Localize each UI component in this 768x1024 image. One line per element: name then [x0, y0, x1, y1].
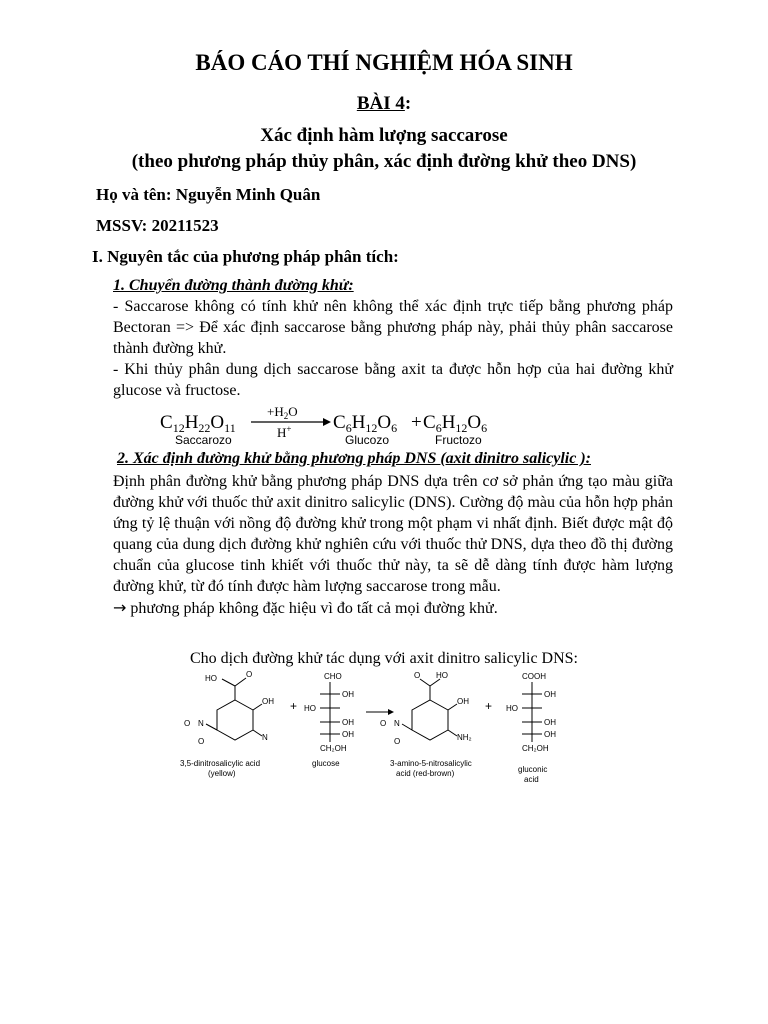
product-1-formula: $C_6H_{12}O_6$: [333, 412, 398, 435]
report-title: BÁO CÁO THÍ NGHIỆM HÓA SINH: [195, 50, 573, 75]
gluconic-ch2oh: CH₂OH: [522, 744, 549, 753]
paragraph: Định phân đường khử bằng phương pháp DNS dựa trên cơ sở phản ứng tạo màu giữa đường khử với thuốc thử axit dinitro salicylic (DNS). Cường độ màu của hỗn hợp phản ứng tỷ lệ thuận với nồng độ đường khử trong một phạm vi nhất định. Biết được mật độ quang của dung dịch đường khử nghiên cứu với thuốc thử DNS, dựa theo đồ thị đường chuẩn của glucose tinh khiết với thuốc thử này, ta sẽ dễ dàng tính được hàm lượng đường khử, từ đó tính được hàm lượng saccarose trong mẫu.: [113, 473, 673, 595]
glucose-label: glucose: [312, 759, 340, 768]
scheme-plus-2: +: [485, 699, 493, 713]
student-id: MSSV: 20211523: [96, 216, 219, 235]
dns-oh: OH: [262, 697, 274, 706]
product-label: acid (red-brown): [396, 769, 455, 778]
scheme-plus-1: +: [290, 699, 298, 713]
glucose-cho: CHO: [324, 672, 342, 681]
subsection-2-text: [113, 471, 673, 619]
conclusion-text: phương pháp không đặc hiệu vì đo tất cả mọi đường khử.: [130, 600, 498, 617]
product-oh: OH: [457, 697, 469, 706]
dns-nitro-left: N: [198, 719, 204, 728]
gluconic-acid-structure: [522, 682, 542, 742]
product-o-minus: O: [380, 719, 387, 728]
dns-cooh-o: O: [246, 670, 253, 679]
glucose-ch2oh: CH₂OH: [320, 744, 347, 753]
dns-color-label: (yellow): [208, 769, 236, 778]
section-heading: I. Nguyên tắc của phương pháp phân tích:: [92, 247, 399, 266]
paragraph: - Saccarose không có tính khử nên không thể xác định trực tiếp bằng phương pháp Bectoran => Để xác định saccarose bằng phương pháp này, phải thủy phân saccarose thành đường khử.: [113, 298, 673, 357]
reactant-label: Saccarozo: [175, 433, 232, 447]
gluconic-oh: OH: [544, 718, 556, 727]
scheme-arrow-head: [388, 709, 394, 715]
gluconic-label: acid: [524, 775, 539, 784]
gluconic-oh: OH: [544, 690, 556, 699]
experiment-method: (theo phương pháp thủy phân, xác định đường khử theo DNS): [131, 151, 637, 172]
dns-structure: [206, 678, 262, 740]
lesson-colon: :: [404, 93, 412, 114]
glucose-ho: HO: [304, 704, 316, 713]
subsection-2-heading: 2. Xác định đường khử bằng phương pháp DNS (axit dinitro salicylic ):: [117, 450, 591, 467]
product-cooh-ho: HO: [436, 671, 448, 680]
reactant-formula: $C_{12}H_{22}O_{11}$: [160, 412, 236, 435]
dns-nitro-right: N: [262, 733, 268, 742]
scheme-caption: Cho dịch đường khử tác dụng với axit dinitro salicylic DNS:: [190, 650, 578, 667]
product-o-plus: O: [394, 737, 401, 746]
reaction-condition-bottom: H+: [277, 424, 292, 440]
product-2-formula: $C_6H_{12}O_6$: [423, 412, 488, 435]
reaction-condition-top: $+H_2O$: [267, 404, 298, 421]
arrow-right-icon: →: [113, 598, 127, 617]
gluconic-ho: HO: [506, 704, 518, 713]
dns-reaction-scheme: [180, 668, 580, 796]
product-label: 3-amino-5-nitrosalicylic: [390, 759, 472, 768]
dns-label: 3,5-dinitrosalicylic acid: [180, 759, 261, 768]
reaction-arrow-head: [323, 418, 331, 426]
product-1-label: Glucozo: [345, 433, 390, 447]
student-name: Họ và tên: Nguyễn Minh Quân: [96, 185, 321, 204]
product-structure: [402, 679, 457, 740]
conclusion-line: [113, 597, 673, 619]
glucose-oh: OH: [342, 718, 354, 727]
lesson-heading: [0, 93, 768, 115]
gluconic-oh: OH: [544, 730, 556, 739]
experiment-title: Xác định hàm lượng saccarose: [260, 125, 508, 146]
glucose-structure: [320, 682, 340, 742]
product-nh2: NH₂: [457, 733, 472, 742]
glucose-oh: OH: [342, 690, 354, 699]
product-cooh-o: O: [414, 671, 421, 680]
dns-o-minus: O: [184, 719, 191, 728]
gluconic-cooh: COOH: [522, 672, 546, 681]
hydrolysis-equation: [155, 400, 555, 448]
plus-sign: +: [411, 412, 422, 433]
gluconic-label: gluconic: [518, 765, 548, 774]
glucose-oh: OH: [342, 730, 354, 739]
paragraph: - Khi thủy phân dung dịch saccarose bằng axit ta được hỗn hợp của hai đường khử glucose và fructose.: [113, 361, 673, 399]
product-2-label: Fructozo: [435, 433, 482, 447]
subsection-1-heading: 1. Chuyển đường thành đường khử:: [113, 277, 354, 294]
product-nitro: N: [394, 719, 400, 728]
lesson-number: BÀI 4: [356, 93, 405, 114]
dns-cooh-ho: HO: [205, 674, 217, 683]
subsection-1-text: [113, 296, 673, 401]
dns-o-plus: O: [198, 737, 205, 746]
